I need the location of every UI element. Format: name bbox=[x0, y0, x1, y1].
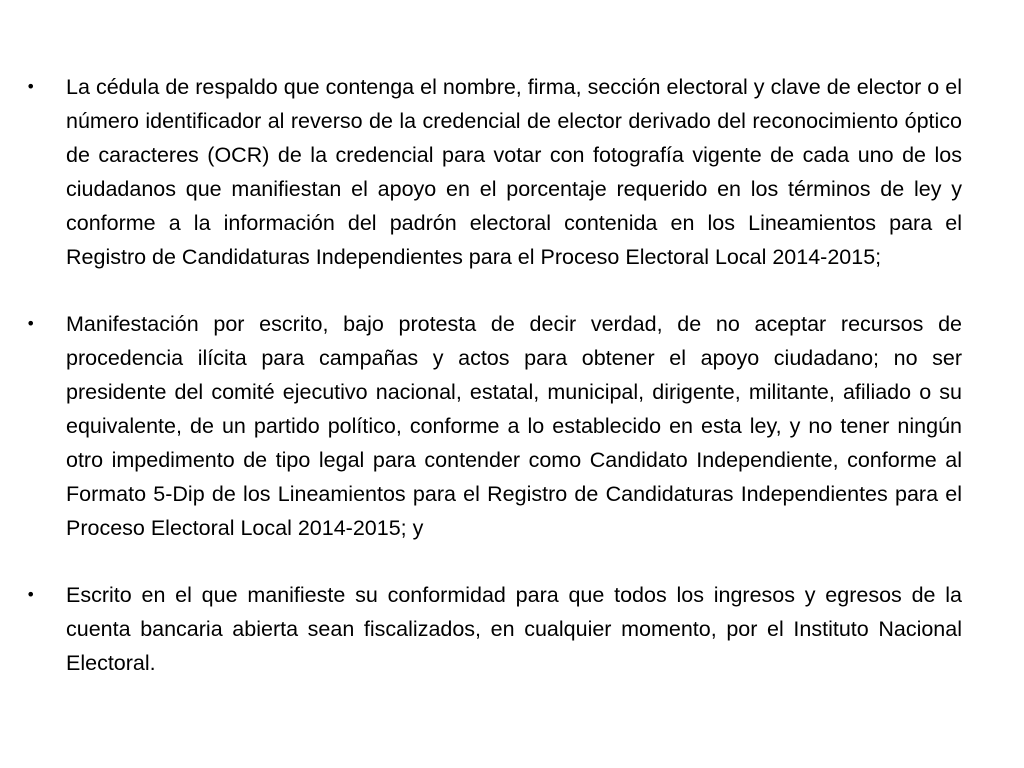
bullet-item-cedula-respaldo bbox=[26, 70, 962, 274]
bullet-item-manifestacion bbox=[26, 307, 962, 545]
bullet-text: Manifestación por escrito, bajo protesta de decir verdad, de no aceptar recursos de procedencia ilícita para campañas y actos para obtener el apoyo ciudadano; no ser presidente del comité ejecutivo nacional, estatal, municipal, dirigente, militante, afiliado o su equivalente, de un partido político, conforme a lo establecido en esta ley, y no tener ningún otro impedimento de tipo legal para contender como Candidato Independiente, conforme al Formato 5-Dip de los Lineamientos para el Registro de Candidaturas Independientes para el Proceso Electoral Local 2014-2015; y bbox=[66, 312, 962, 540]
bullet-dot-icon: • bbox=[26, 314, 36, 333]
bullet-text: Escrito en el que manifieste su conformidad para que todos los ingresos y egresos de la cuenta bancaria abierta sean fiscalizados, en cualquier momento, por el Instituto Nacional Electoral. bbox=[66, 583, 962, 675]
bullet-list bbox=[26, 70, 962, 713]
bullet-item-escrito-conformidad bbox=[26, 578, 962, 680]
bullet-text: La cédula de respaldo que contenga el nombre, firma, sección electoral y clave de elector o el número identificador al reverso de la credencial de elector derivado del reconocimiento óptico de caracteres (OCR) de la credencial para votar con fotografía vigente de cada uno de los ciudadanos que manifiestan el apoyo en el porcentaje requerido en los términos de ley y conforme a la información del padrón electoral contenida en los Lineamientos para el Registro de Candidaturas Independientes para el Proceso Electoral Local 2014-2015; bbox=[66, 75, 962, 269]
bullet-dot-icon: • bbox=[26, 77, 36, 96]
bullet-dot-icon: • bbox=[26, 585, 36, 604]
